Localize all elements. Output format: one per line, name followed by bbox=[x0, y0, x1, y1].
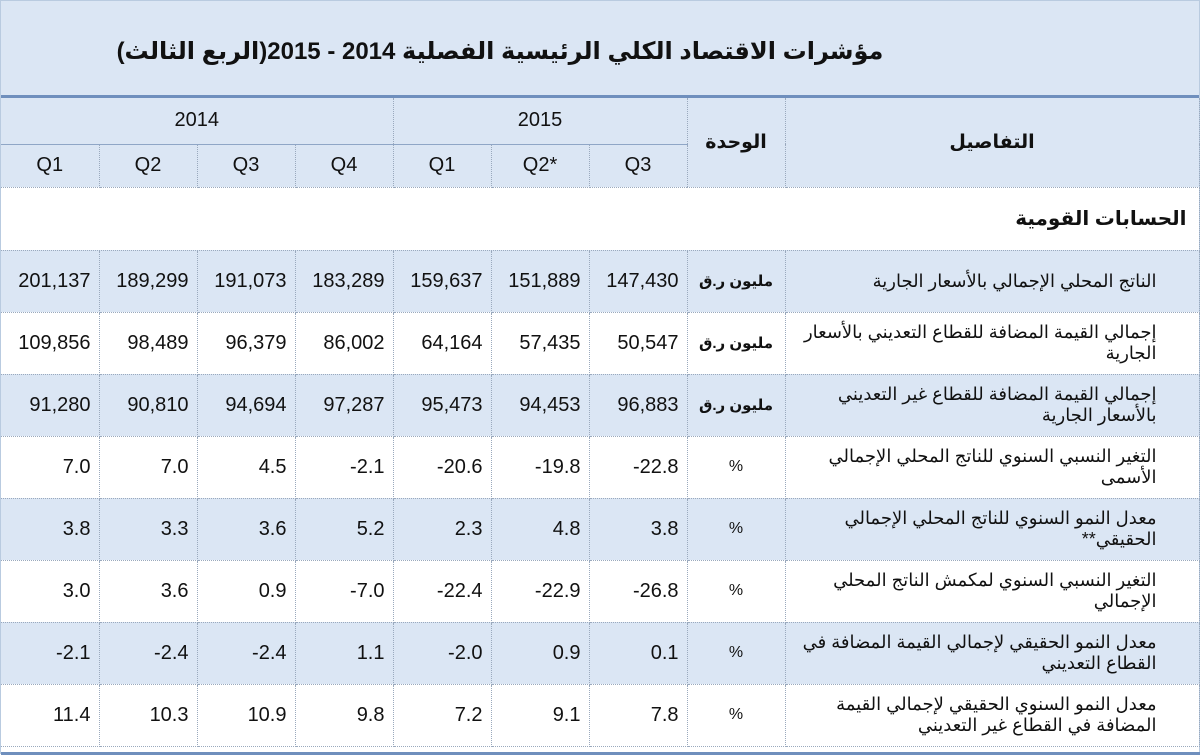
year-header-row bbox=[1, 98, 1199, 144]
value-2014-q3: 94,694 bbox=[197, 374, 295, 436]
value-2015-q2: -22.9 bbox=[491, 560, 589, 622]
value-2015-q2: -19.8 bbox=[491, 436, 589, 498]
unit-cell: % bbox=[687, 560, 785, 622]
q2-2014-header: Q2 bbox=[99, 144, 197, 187]
row-label: إجمالي القيمة المضافة للقطاع التعديني بالأسعار الجارية bbox=[785, 312, 1199, 374]
value-2014-q2: 189,299 bbox=[99, 250, 197, 312]
value-2014-q3: 0.9 bbox=[197, 560, 295, 622]
q2-2015-header: Q2* bbox=[491, 144, 589, 187]
value-2015-q3: 147,430 bbox=[589, 250, 687, 312]
unit-cell: % bbox=[687, 684, 785, 746]
value-2014-q4: 86,002 bbox=[295, 312, 393, 374]
value-2015-q2: 0.9 bbox=[491, 622, 589, 684]
table-row bbox=[1, 312, 1199, 374]
year-2014-header: 2014 bbox=[1, 98, 393, 144]
q4-2014-header: Q4 bbox=[295, 144, 393, 187]
value-2015-q1: 95,473 bbox=[393, 374, 491, 436]
value-2015-q3: 96,883 bbox=[589, 374, 687, 436]
value-2014-q1: 91,280 bbox=[1, 374, 99, 436]
q3-2015-header: Q3 bbox=[589, 144, 687, 187]
unit-cell: % bbox=[687, 622, 785, 684]
value-2014-q2: -2.4 bbox=[99, 622, 197, 684]
value-2015-q3: 7.8 bbox=[589, 684, 687, 746]
value-2015-q3: 0.1 bbox=[589, 622, 687, 684]
value-2014-q1: 109,856 bbox=[1, 312, 99, 374]
value-2014-q1: 3.8 bbox=[1, 498, 99, 560]
value-2015-q3: 50,547 bbox=[589, 312, 687, 374]
value-2014-q3: -2.4 bbox=[197, 622, 295, 684]
unit-header: الوحدة bbox=[687, 98, 785, 187]
value-2014-q3: 4.5 bbox=[197, 436, 295, 498]
table-row bbox=[1, 374, 1199, 436]
value-2015-q1: -2.0 bbox=[393, 622, 491, 684]
value-2014-q4: 1.1 bbox=[295, 622, 393, 684]
year-2015-header: 2015 bbox=[393, 98, 687, 144]
value-2014-q3: 96,379 bbox=[197, 312, 295, 374]
value-2015-q1: 2.3 bbox=[393, 498, 491, 560]
value-2014-q4: -7.0 bbox=[295, 560, 393, 622]
table-row bbox=[1, 250, 1199, 312]
value-2015-q2: 94,453 bbox=[491, 374, 589, 436]
value-2015-q2: 151,889 bbox=[491, 250, 589, 312]
value-2015-q1: -20.6 bbox=[393, 436, 491, 498]
unit-cell: مليون ر.ق bbox=[687, 312, 785, 374]
value-2015-q2: 9.1 bbox=[491, 684, 589, 746]
unit-cell: % bbox=[687, 436, 785, 498]
row-label: الناتج المحلي الإجمالي بالأسعار الجارية bbox=[785, 250, 1199, 312]
details-header: التفاصيل bbox=[785, 98, 1199, 187]
row-label: التغير النسبي السنوي لمكمش الناتج المحلي الإجمالي bbox=[785, 560, 1199, 622]
value-2014-q2: 90,810 bbox=[99, 374, 197, 436]
table-row bbox=[1, 498, 1199, 560]
unit-cell: % bbox=[687, 498, 785, 560]
table-title: مؤشرات الاقتصاد الكلي الرئيسية الفصلية 2014 - 2015(الربع الثالث) bbox=[116, 38, 884, 65]
value-2014-q2: 7.0 bbox=[99, 436, 197, 498]
value-2015-q1: -22.4 bbox=[393, 560, 491, 622]
value-2014-q4: 9.8 bbox=[295, 684, 393, 746]
q3-2014-header: Q3 bbox=[197, 144, 295, 187]
row-label: معدل النمو الحقيقي لإجمالي القيمة المضافة في القطاع التعديني bbox=[785, 622, 1199, 684]
section-row bbox=[1, 187, 1199, 250]
value-2015-q3: -26.8 bbox=[589, 560, 687, 622]
value-2014-q1: 3.0 bbox=[1, 560, 99, 622]
value-2014-q1: 7.0 bbox=[1, 436, 99, 498]
indicators-table bbox=[1, 98, 1200, 747]
value-2015-q3: 3.8 bbox=[589, 498, 687, 560]
q1-2014-header: Q1 bbox=[1, 144, 99, 187]
value-2014-q3: 10.9 bbox=[197, 684, 295, 746]
value-2014-q3: 191,073 bbox=[197, 250, 295, 312]
value-2014-q4: 5.2 bbox=[295, 498, 393, 560]
value-2014-q1: -2.1 bbox=[1, 622, 99, 684]
unit-cell: مليون ر.ق bbox=[687, 374, 785, 436]
value-2014-q2: 98,489 bbox=[99, 312, 197, 374]
value-2014-q3: 3.6 bbox=[197, 498, 295, 560]
value-2015-q1: 7.2 bbox=[393, 684, 491, 746]
value-2015-q1: 159,637 bbox=[393, 250, 491, 312]
row-label: التغير النسبي السنوي للناتج المحلي الإجمالي الأسمى bbox=[785, 436, 1199, 498]
section-title: الحسابات القومية bbox=[1, 187, 1199, 250]
row-label: معدل النمو السنوي الحقيقي لإجمالي القيمة المضافة في القطاع غير التعديني bbox=[785, 684, 1199, 746]
value-2014-q2: 10.3 bbox=[99, 684, 197, 746]
value-2014-q2: 3.3 bbox=[99, 498, 197, 560]
value-2014-q1: 201,137 bbox=[1, 250, 99, 312]
value-2014-q1: 11.4 bbox=[1, 684, 99, 746]
value-2015-q2: 4.8 bbox=[491, 498, 589, 560]
row-label: معدل النمو السنوي للناتج المحلي الإجمالي الحقيقي** bbox=[785, 498, 1199, 560]
q1-2015-header: Q1 bbox=[393, 144, 491, 187]
value-2015-q3: -22.8 bbox=[589, 436, 687, 498]
value-2015-q1: 64,164 bbox=[393, 312, 491, 374]
value-2014-q4: 183,289 bbox=[295, 250, 393, 312]
title-bar bbox=[1, 1, 1199, 98]
table-row bbox=[1, 684, 1199, 746]
value-2014-q2: 3.6 bbox=[99, 560, 197, 622]
table-row bbox=[1, 622, 1199, 684]
value-2015-q2: 57,435 bbox=[491, 312, 589, 374]
table-row bbox=[1, 436, 1199, 498]
value-2014-q4: -2.1 bbox=[295, 436, 393, 498]
value-2014-q4: 97,287 bbox=[295, 374, 393, 436]
row-label: إجمالي القيمة المضافة للقطاع غير التعديني بالأسعار الجارية bbox=[785, 374, 1199, 436]
table-row bbox=[1, 560, 1199, 622]
unit-cell: مليون ر.ق bbox=[687, 250, 785, 312]
